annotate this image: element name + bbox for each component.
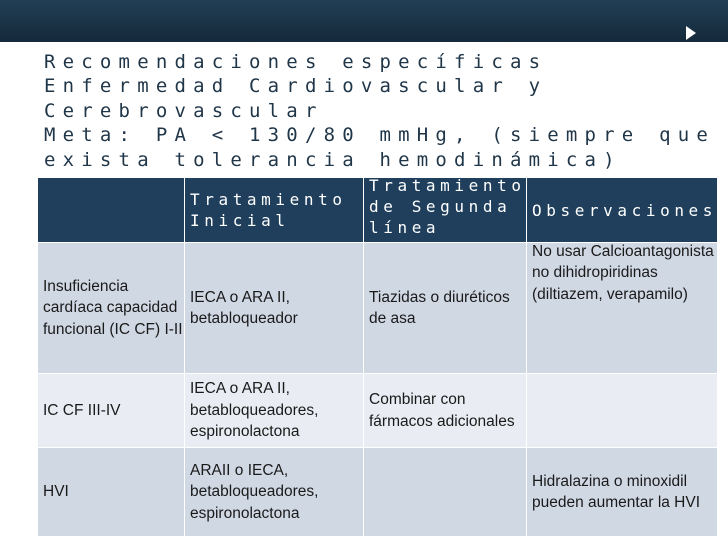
- header-observations: [527, 178, 718, 243]
- top-banner: [0, 0, 728, 42]
- header-initial-treatment-text: Tratamiento Inicial: [190, 190, 347, 230]
- title-line-2: Enfermedad Cardiovascular y: [44, 75, 548, 98]
- cell-initial: ARAII o IECA, betabloqueadores, espironolactona: [185, 448, 364, 537]
- title-line-5: exista tolerancia hemodinámica): [44, 148, 622, 171]
- header-initial-treatment: [185, 178, 364, 243]
- table-row: [38, 243, 718, 374]
- table-row: [38, 448, 718, 537]
- cell-second: Tiazidas o diuréticos de asa: [364, 243, 527, 374]
- cell-initial: IECA o ARA II, betabloqueador: [185, 243, 364, 374]
- cell-observations: [527, 374, 718, 448]
- cell-observations: [527, 243, 718, 374]
- table-header-row: [38, 178, 718, 243]
- cell-condition: HVI: [38, 448, 185, 537]
- arrow-icon: [686, 26, 696, 40]
- recommendations-table: [37, 178, 718, 537]
- cell-initial: IECA o ARA II, betabloqueadores, espironolactona: [185, 374, 364, 448]
- cell-second: [364, 448, 527, 537]
- title-line-1: Recomendaciones específicas: [44, 51, 548, 73]
- title-line-3: Cerebrovascular: [44, 99, 324, 122]
- table-row: [38, 374, 718, 448]
- cell-observations: Hidralazina o minoxidil pueden aumentar la HVI: [527, 448, 718, 537]
- slide-title: [44, 50, 715, 172]
- cell-observations-text: No usar Calcioantagonista no dihidropiridinas (diltiazem, verapamilo): [532, 242, 714, 303]
- cell-condition: Insuficiencia cardíaca capacidad funcional (IC CF) I-II: [38, 243, 185, 374]
- header-condition: [38, 178, 185, 243]
- header-observations-text: Observaciones: [532, 200, 718, 220]
- cell-second: Combinar con fármacos adicionales: [364, 374, 527, 448]
- header-second-line: [364, 178, 527, 243]
- header-second-line-text: Tratamiento de Segunda línea: [369, 178, 526, 237]
- title-line-4: Meta: PA < 130/80 mmHg, (siempre que: [44, 124, 716, 147]
- cell-condition: IC CF III-IV: [38, 374, 185, 448]
